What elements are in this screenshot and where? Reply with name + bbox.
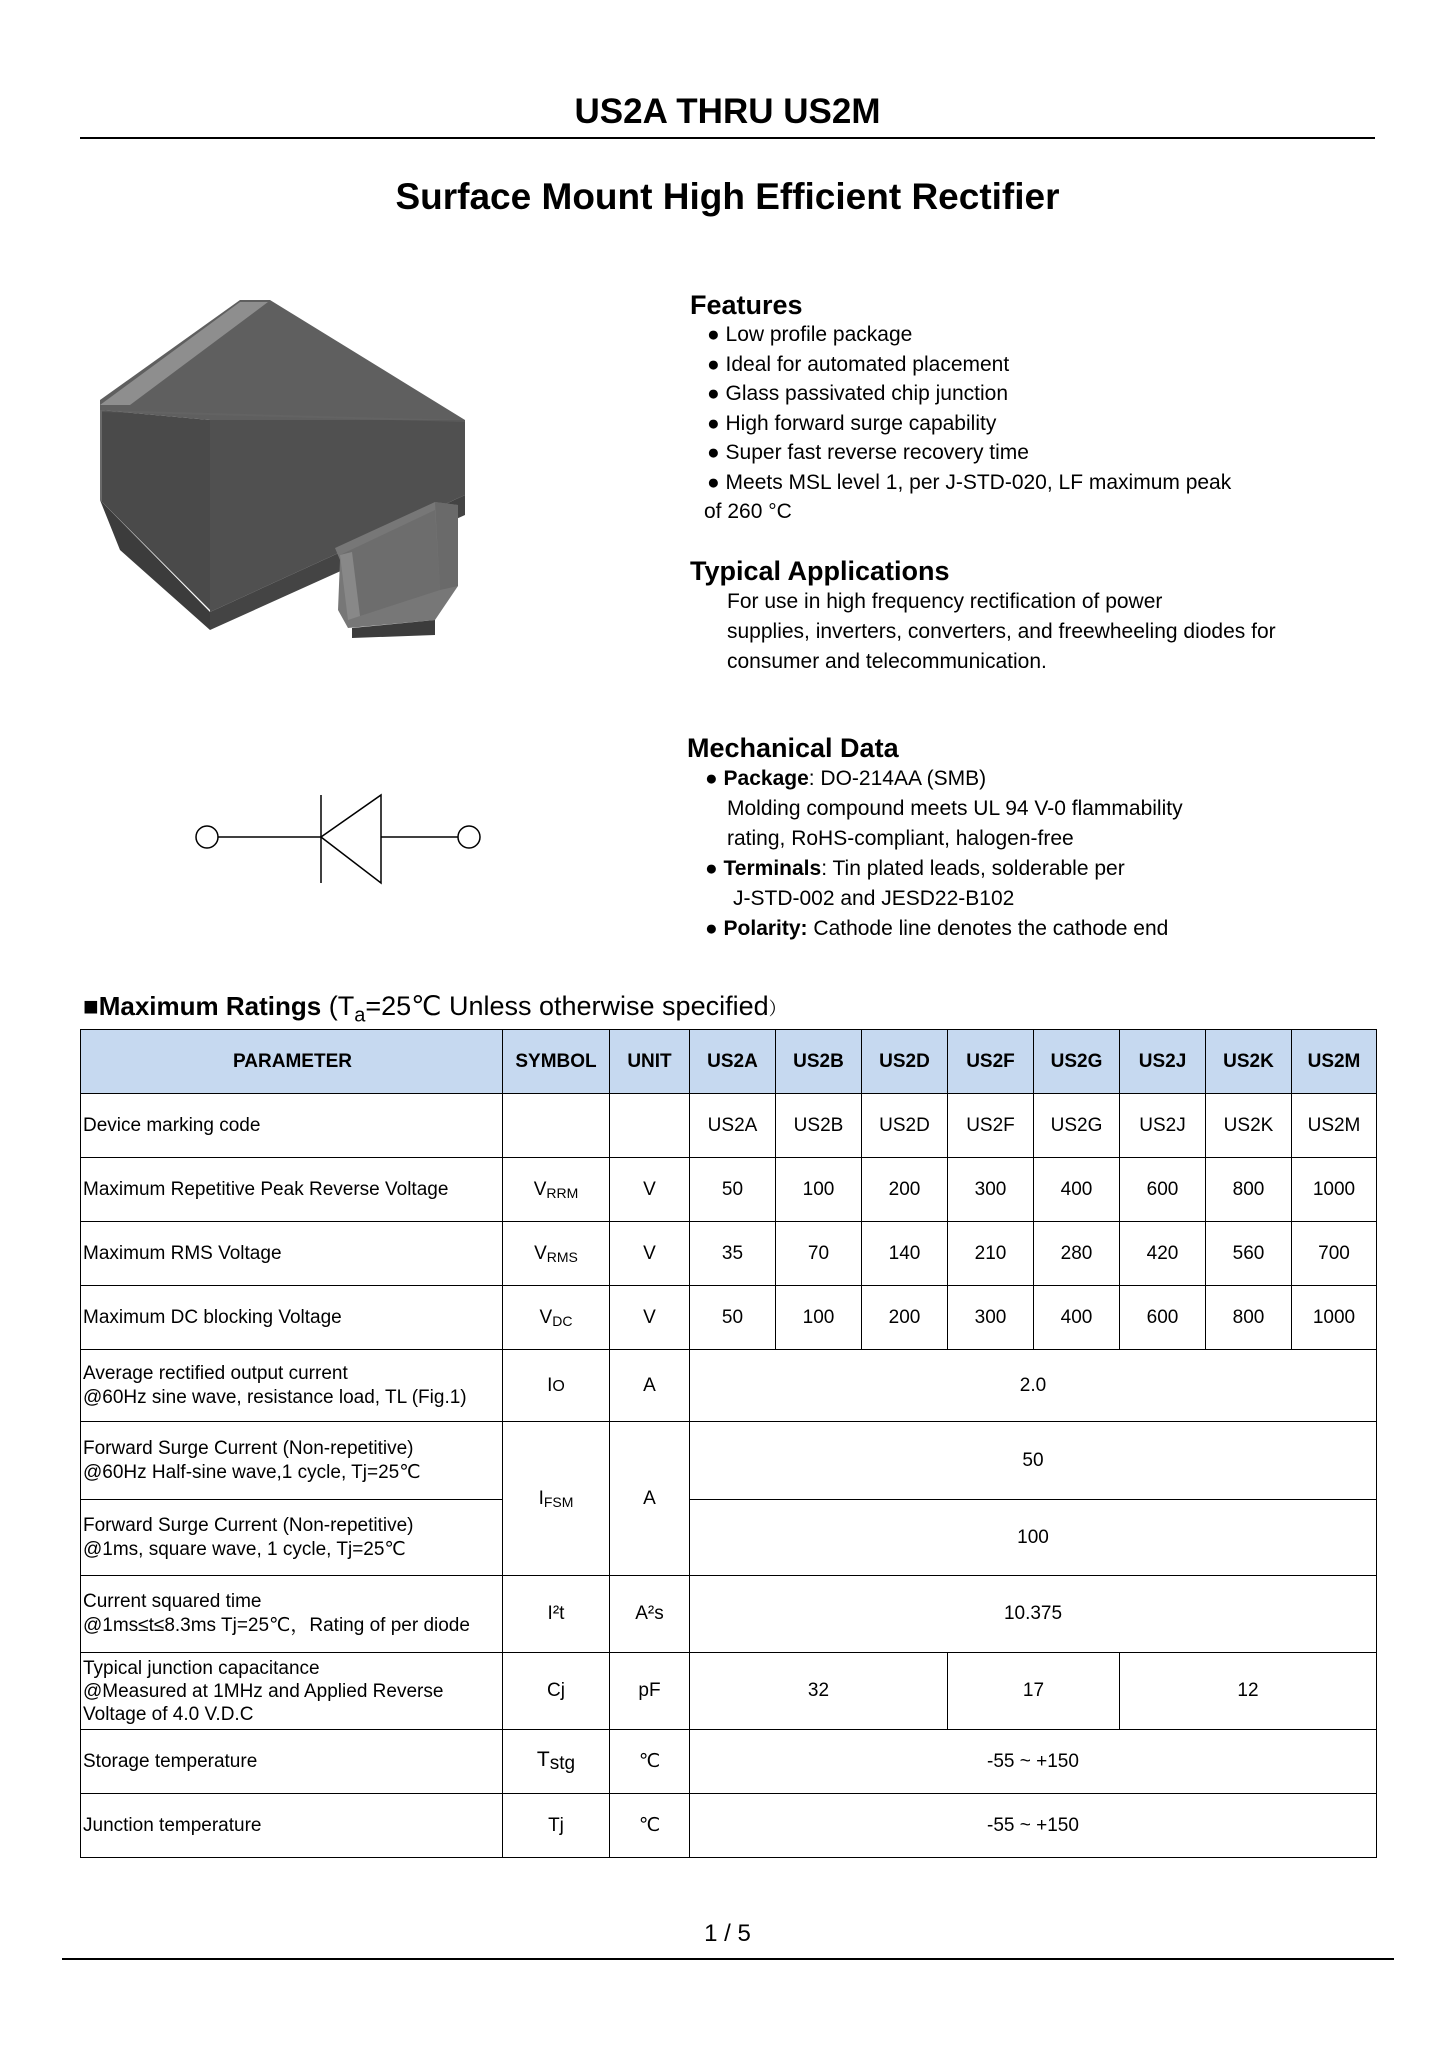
symbol-cell: $V_{DC}$ — [503, 1286, 610, 1350]
value-cell: 400 — [1034, 1158, 1120, 1222]
value-cell: US2F — [948, 1094, 1034, 1158]
terminals-value: : Tin plated leads, solderable per — [821, 857, 1125, 880]
symbol-cell: IO — [503, 1350, 610, 1422]
value-cell: 800 — [1206, 1158, 1292, 1222]
value-cell: 100 — [690, 1500, 1377, 1576]
value-cell: 800 — [1206, 1286, 1292, 1350]
ratings-title — [83, 991, 787, 1027]
value-cell: 70 — [776, 1222, 862, 1286]
applications-line: For use in high frequency rectification of power — [727, 590, 1163, 613]
cathode-terminal — [458, 826, 480, 848]
header-cell: UNIT — [610, 1030, 690, 1094]
unit-cell: V — [610, 1286, 690, 1350]
package-value: : DO-214AA (SMB) — [808, 767, 987, 790]
header-cell: US2F — [948, 1030, 1034, 1094]
feature-item: ● High forward surge capability — [707, 411, 997, 435]
mechanical-terminals — [705, 854, 1345, 884]
diode-triangle — [321, 795, 381, 883]
value-cell: 600 — [1120, 1286, 1206, 1350]
ratings-heading: Maximum Ratings — [98, 991, 322, 1021]
value-cell: 1000 — [1292, 1286, 1377, 1350]
param-cell: Forward Surge Current (Non-repetitive) @60Hz Half-sine wave,1 cycle, Tj=25℃ — [81, 1422, 503, 1500]
applications-text — [727, 587, 1347, 677]
symbol-cell: Tj — [503, 1794, 610, 1858]
param-cell: Storage temperature — [81, 1730, 503, 1794]
mechanical-package — [705, 764, 1345, 794]
header-cell: US2A — [690, 1030, 776, 1094]
value-cell: 100 — [776, 1286, 862, 1350]
header-cell: US2K — [1206, 1030, 1292, 1094]
value-cell: 32 — [690, 1653, 948, 1730]
table-row — [81, 1730, 1377, 1794]
polarity-value: Cathode line denotes the cathode end — [807, 917, 1169, 940]
unit-cell: pF — [610, 1653, 690, 1730]
value-cell: 420 — [1120, 1222, 1206, 1286]
value-cell: US2M — [1292, 1094, 1377, 1158]
value-cell: 200 — [862, 1286, 948, 1350]
unit-cell: V — [610, 1222, 690, 1286]
bullet-icon: ● — [705, 767, 718, 790]
value-cell: 700 — [1292, 1222, 1377, 1286]
table-row — [81, 1158, 1377, 1222]
symbol-cell: $I_{FSM}$ — [503, 1422, 610, 1576]
table-row — [81, 1794, 1377, 1858]
bullet-icon: ● — [705, 857, 718, 880]
value-cell: 200 — [862, 1158, 948, 1222]
value-cell: 50 — [690, 1158, 776, 1222]
page-number: 1 / 5 — [704, 1920, 751, 1947]
header-cell: SYMBOL — [503, 1030, 610, 1094]
terminals-line: J-STD-002 and JESD22-B102 — [733, 887, 1015, 910]
table-row — [81, 1286, 1377, 1350]
value-cell: 1000 — [1292, 1158, 1377, 1222]
feature-item: ● Super fast reverse recovery time — [707, 441, 1029, 464]
value-cell: US2G — [1034, 1094, 1120, 1158]
header-cell: US2G — [1034, 1030, 1120, 1094]
symbol-cell: $V_{RMS}$ — [503, 1222, 610, 1286]
applications-line: supplies, inverters, converters, and freewheeling diodes for — [727, 620, 1276, 643]
value-cell: US2A — [690, 1094, 776, 1158]
feature-item: ● Meets MSL level 1, per J-STD-020, LF maximum peak — [707, 470, 1232, 494]
unit-cell — [610, 1094, 690, 1158]
param-cell: Current squared time @1ms≤t≤8.3ms Tj=25℃，Rating of per diode — [81, 1576, 503, 1653]
header-cell: US2D — [862, 1030, 948, 1094]
ratings-table — [80, 1029, 1377, 1858]
header-rule — [80, 137, 1375, 139]
value-cell: 50 — [690, 1422, 1377, 1500]
applications-line: consumer and telecommunication. — [727, 650, 1047, 673]
value-cell: 300 — [948, 1158, 1034, 1222]
ratings-condition: ($T_a=25℃$ Unless otherwise specified） — [321, 991, 787, 1027]
value-cell: 210 — [948, 1222, 1034, 1286]
document-subtitle: Surface Mount High Efficient Rectifier — [395, 176, 1060, 217]
value-cell: 280 — [1034, 1222, 1120, 1286]
param-cell: Maximum Repetitive Peak Reverse Voltage — [81, 1158, 503, 1222]
ratings-marker-icon: ■ — [83, 991, 99, 1021]
diode-symbol — [190, 790, 490, 890]
value-cell: 35 — [690, 1222, 776, 1286]
value-cell: -55 ~ +150 — [690, 1794, 1377, 1858]
param-cell: Maximum RMS Voltage — [81, 1222, 503, 1286]
value-cell: 12 — [1120, 1653, 1377, 1730]
value-cell: 17 — [948, 1653, 1120, 1730]
param-cell: Forward Surge Current (Non-repetitive) @1ms, square wave, 1 cycle, Tj=25℃ — [81, 1500, 503, 1576]
table-row — [81, 1422, 1377, 1500]
value-cell: 50 — [690, 1286, 776, 1350]
applications-heading: Typical Applications — [690, 556, 950, 586]
value-cell: 400 — [1034, 1286, 1120, 1350]
symbol-cell: $V_{RRM}$ — [503, 1158, 610, 1222]
feature-item: ● Low profile package — [707, 323, 913, 346]
table-row — [81, 1653, 1377, 1730]
symbol-cell: Tstg — [503, 1730, 610, 1794]
unit-cell: A — [610, 1422, 690, 1576]
unit-cell: ℃ — [610, 1730, 690, 1794]
table-row — [81, 1576, 1377, 1653]
mechanical-list — [705, 764, 1345, 944]
value-cell: 600 — [1120, 1158, 1206, 1222]
feature-item: ● Glass passivated chip junction — [707, 382, 1009, 405]
package-line: Molding compound meets UL 94 V-0 flammability — [727, 797, 1183, 820]
terminals-label: Terminals — [723, 857, 822, 880]
value-cell: 300 — [948, 1286, 1034, 1350]
value-cell: US2K — [1206, 1094, 1292, 1158]
table-row — [81, 1350, 1377, 1422]
param-cell: Maximum DC blocking Voltage — [81, 1286, 503, 1350]
package-label: Package — [723, 767, 809, 790]
document-title: US2A THRU US2M — [574, 92, 881, 131]
unit-cell: V — [610, 1158, 690, 1222]
feature-item-continuation: of 260 °C — [704, 500, 792, 523]
param-cell: Junction temperature — [81, 1794, 503, 1858]
symbol-cell: Cj — [503, 1653, 610, 1730]
unit-cell: A — [610, 1350, 690, 1422]
header-cell: US2M — [1292, 1030, 1377, 1094]
value-cell: 2.0 — [690, 1350, 1377, 1422]
features-list — [704, 320, 1347, 527]
value-cell: 100 — [776, 1158, 862, 1222]
header-cell: US2B — [776, 1030, 862, 1094]
smb-package-illustration — [90, 290, 490, 650]
features-heading: Features — [690, 290, 803, 320]
feature-item: ● Ideal for automated placement — [707, 352, 1010, 376]
param-cell: Typical junction capacitance @Measured at 1MHz and Applied Reverse Voltage of 4.0 V.D.C — [81, 1653, 503, 1730]
package-line: rating, RoHS-compliant, halogen-free — [727, 827, 1074, 850]
unit-cell: A²s — [610, 1576, 690, 1653]
mechanical-polarity — [705, 914, 1345, 944]
value-cell: 560 — [1206, 1222, 1292, 1286]
footer-rule — [62, 1958, 1394, 1960]
symbol-cell — [503, 1094, 610, 1158]
value-cell: 140 — [862, 1222, 948, 1286]
value-cell: 10.375 — [690, 1576, 1377, 1653]
param-cell: Device marking code — [81, 1094, 503, 1158]
anode-terminal — [196, 826, 218, 848]
unit-cell: ℃ — [610, 1794, 690, 1858]
table-row — [81, 1094, 1377, 1158]
mechanical-heading: Mechanical Data — [687, 733, 899, 763]
table-header-row — [81, 1030, 1377, 1094]
polarity-label: Polarity: — [723, 917, 808, 940]
bullet-icon: ● — [705, 917, 718, 940]
value-cell: US2J — [1120, 1094, 1206, 1158]
header-cell: PARAMETER — [81, 1030, 503, 1094]
table-row — [81, 1500, 1377, 1576]
param-cell: Average rectified output current @60Hz sine wave, resistance load, TL (Fig.1) — [81, 1350, 503, 1422]
value-cell: -55 ~ +150 — [690, 1730, 1377, 1794]
table-row — [81, 1222, 1377, 1286]
header-cell: US2J — [1120, 1030, 1206, 1094]
value-cell: US2D — [862, 1094, 948, 1158]
value-cell: US2B — [776, 1094, 862, 1158]
symbol-cell: I²t — [503, 1576, 610, 1653]
